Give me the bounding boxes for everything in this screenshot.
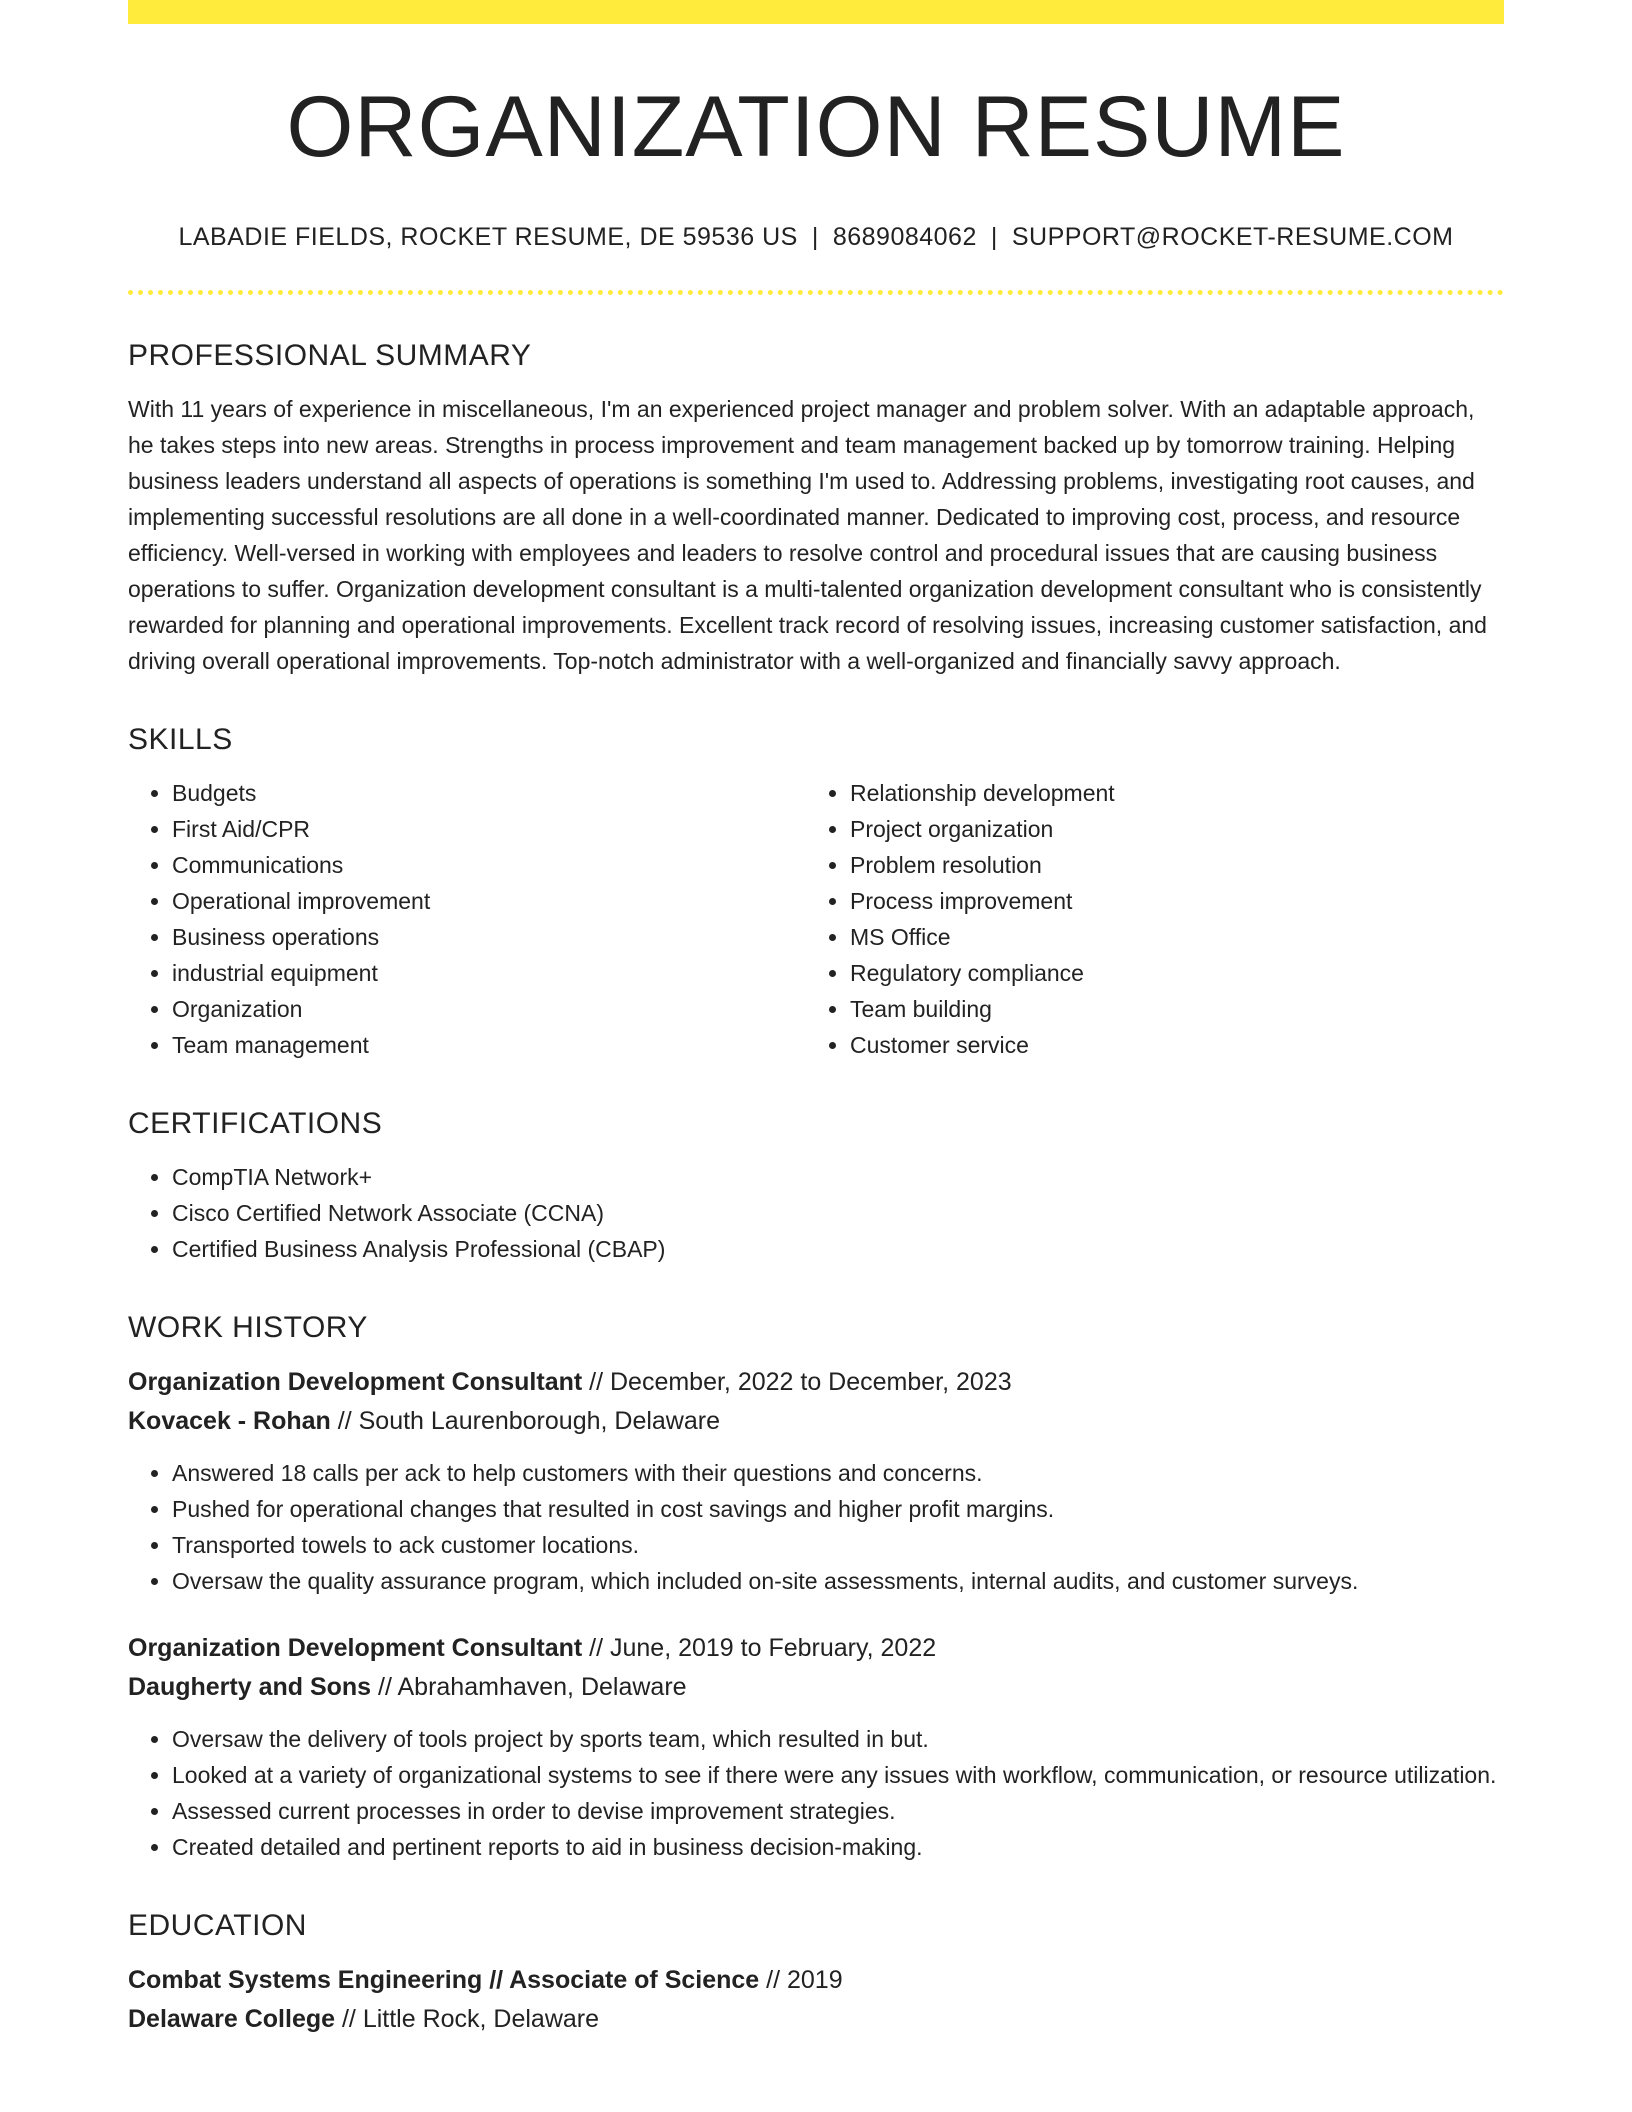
skill-item: • Customer service — [850, 1027, 1484, 1063]
job-dates: // June, 2019 to February, 2022 — [582, 1633, 937, 1662]
job-bullet: • Pushed for operational changes that resulted in cost savings and higher profit margins. — [172, 1491, 1504, 1527]
job-role-line — [128, 1629, 1504, 1668]
education-school-line — [128, 2000, 1504, 2039]
job-bullet: • Answered 18 calls per ack to help customers with their questions and concerns. — [172, 1455, 1504, 1491]
contact-email[interactable]: SUPPORT@ROCKET-RESUME.COM — [1011, 222, 1454, 251]
skill-item: • Team management — [172, 1027, 806, 1063]
certification-item: • Certified Business Analysis Professional (CBAP) — [172, 1231, 1504, 1267]
summary-text: With 11 years of experience in miscellaneous, I'm an experienced project manager and problem solver. With an adaptable approach, he takes steps into new areas. Strengths in process improvement and team management backed up by tomorrow training. Helping business leaders understand all aspects of operations is something I'm used to. Addressing problems, investigating root causes, and implementing successful resolutions are all done in a well-coordinated manner. Dedicated to improving cost, process, and resource efficiency. Well-versed in working with employees and leaders to resolve control and procedural issues that are causing business operations to suffer. Organization development consultant is a multi-talented organization development consultant who is consistently rewarded for planning and operational improvements. Excellent track record of resolving issues, increasing customer satisfaction, and driving overall operational improvements. Top-notch administrator with a well-organized and financially savvy approach. — [128, 395, 1487, 674]
certifications-list — [128, 1159, 1504, 1267]
contact-separator: | — [811, 222, 819, 251]
skill-item: • Organization — [172, 991, 806, 1027]
job-bullets — [128, 1721, 1504, 1865]
job-company-line — [128, 1402, 1504, 1441]
contact-line — [128, 223, 1504, 252]
job-bullets — [128, 1455, 1504, 1599]
contact-separator: | — [990, 222, 998, 251]
job-bullet: • Looked at a variety of organizational systems to see if there were any issues with workflow, communication, or resource utilization. — [172, 1757, 1504, 1793]
skill-item: • Communications — [172, 847, 806, 883]
certification-item: • CompTIA Network+ — [172, 1159, 1504, 1195]
skills-heading: SKILLS — [128, 722, 233, 756]
skill-item: • Team building — [850, 991, 1484, 1027]
skill-item: • Operational improvement — [172, 883, 806, 919]
resume-page — [128, 0, 1504, 2039]
education-degree-line — [128, 1961, 1504, 2000]
job-dates: // December, 2022 to December, 2023 — [582, 1367, 1012, 1396]
job-role: Organization Development Consultant — [128, 1633, 583, 1662]
skills-list-left — [128, 775, 806, 1063]
education-degree: Combat Systems Engineering // Associate of Science — [128, 1965, 760, 1994]
skill-item: • industrial equipment — [172, 955, 806, 991]
summary-heading: PROFESSIONAL SUMMARY — [128, 338, 532, 372]
education-heading: EDUCATION — [128, 1908, 307, 1942]
job-bullet: • Oversaw the delivery of tools project by sports team, which resulted in but. — [172, 1721, 1504, 1757]
resume-title: ORGANIZATION RESUME — [286, 79, 1346, 175]
education-entry — [128, 1961, 1504, 2039]
job-company: Kovacek - Rohan — [128, 1406, 331, 1435]
job-company: Daugherty and Sons — [128, 1672, 372, 1701]
contact-address: LABADIE FIELDS, ROCKET RESUME, DE 59536 US — [178, 222, 798, 251]
job-bullet: • Created detailed and pertinent reports to aid in business decision-making. — [172, 1829, 1504, 1865]
skill-item: • Business operations — [172, 919, 806, 955]
job-bullet: • Oversaw the quality assurance program, which included on-site assessments, internal audits, and customer surveys. — [172, 1563, 1504, 1599]
skill-item: • Budgets — [172, 775, 806, 811]
skill-item: • Problem resolution — [850, 847, 1484, 883]
skill-item: • First Aid/CPR — [172, 811, 806, 847]
education-school: Delaware College — [128, 2004, 336, 2033]
job-company-line — [128, 1668, 1504, 1707]
skills-grid — [128, 775, 1504, 1063]
education-year: // 2019 — [759, 1965, 843, 1994]
job-bullet: • Assessed current processes in order to devise improvement strategies. — [172, 1793, 1504, 1829]
skills-column-left — [128, 775, 806, 1063]
dotted-divider — [128, 290, 1504, 295]
job-location: // South Laurenborough, Delaware — [330, 1406, 720, 1435]
skill-item: • MS Office — [850, 919, 1484, 955]
accent-top-bar — [128, 0, 1504, 24]
job-bullet: • Transported towels to ack customer locations. — [172, 1527, 1504, 1563]
skill-item: • Regulatory compliance — [850, 955, 1484, 991]
certifications-heading: CERTIFICATIONS — [128, 1106, 383, 1140]
work-history-heading: WORK HISTORY — [128, 1310, 368, 1344]
contact-phone[interactable]: 8689084062 — [832, 222, 977, 251]
skills-list-right — [806, 775, 1484, 1063]
skill-item: • Process improvement — [850, 883, 1484, 919]
skill-item: • Relationship development — [850, 775, 1484, 811]
job-entry — [128, 1363, 1504, 1599]
certification-item: • Cisco Certified Network Associate (CCNA) — [172, 1195, 1504, 1231]
skills-column-right — [806, 775, 1484, 1063]
job-role-line — [128, 1363, 1504, 1402]
skill-item: • Project organization — [850, 811, 1484, 847]
education-location: // Little Rock, Delaware — [335, 2004, 600, 2033]
job-location: // Abrahamhaven, Delaware — [371, 1672, 687, 1701]
job-entry — [128, 1629, 1504, 1865]
job-role: Organization Development Consultant — [128, 1367, 583, 1396]
